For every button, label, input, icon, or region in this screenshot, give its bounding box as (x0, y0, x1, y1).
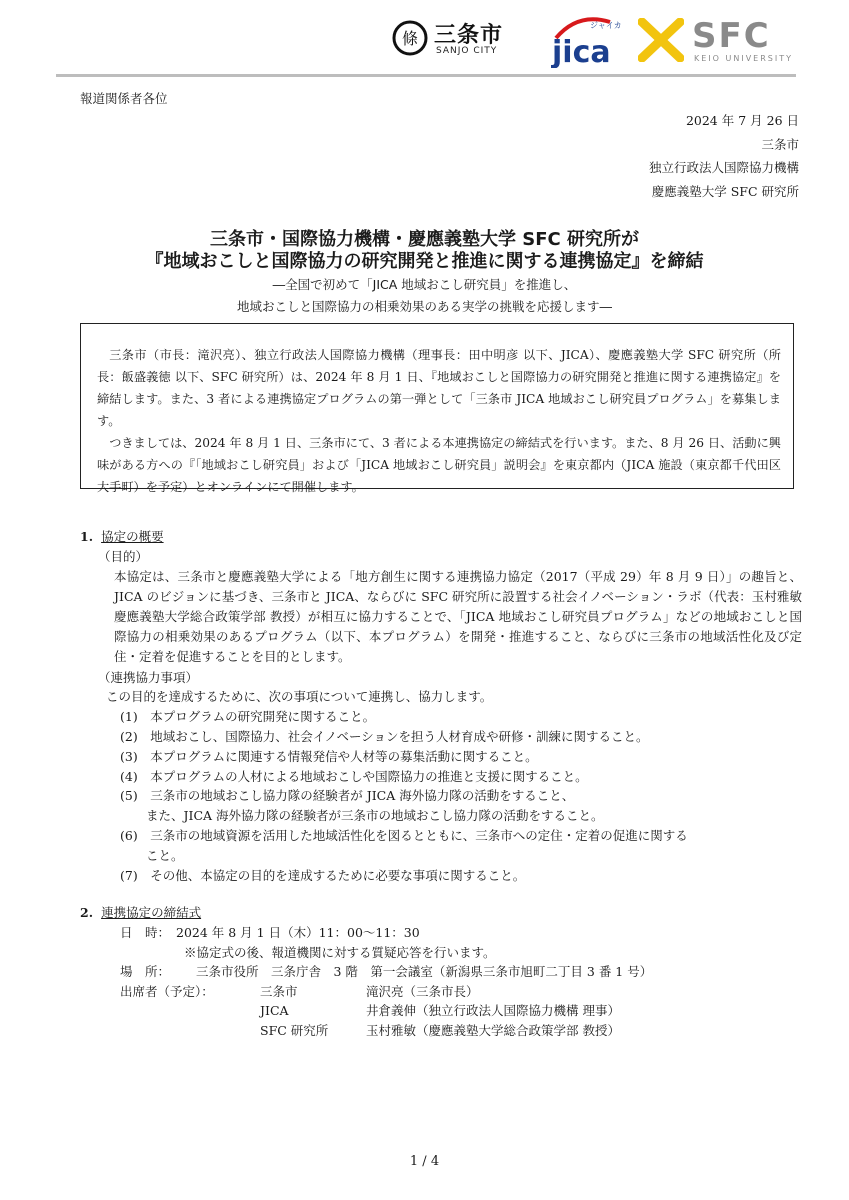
sanjo-city-logo (390, 16, 530, 64)
sfc-logo (638, 16, 808, 68)
sanjo-emblem-text: 條 (401, 29, 419, 48)
attendees-label: 出席者（予定）： (120, 983, 214, 999)
attendee-org: JICA (260, 1003, 289, 1018)
coop-item-text: 三条市の地域おこし協力隊の経験者が JICA 海外協力隊の活動をすること、 (150, 788, 575, 804)
org-sanjo: 三条市 (761, 136, 799, 152)
title-line-2: 『地域おこしと国際協力の研究開発と推進に関する連携協定』を締結 (145, 251, 704, 272)
sender-block (649, 109, 799, 203)
section-1-heading (80, 527, 800, 547)
purpose-text: 本協定は、三条市と慶應義塾大学による「地方創生に関する連携協力協定（2017（平成 29）年 8 月 9 日）」の趣旨と、JICA のビジョンに基づき、三条市と JICA、ならびに SFC 研究所に設置する社会イノベーション・ラボ（代表：玉村雅敏 慶應義塾大学総合政策学部 教授）が相互に協力することで、「JICA 地域おこし研究員プログラム」などの地域おこしと国際協力の相乗効果のあるプログラム（以下、本プログラム）を開発・推進すること、ならびに三条市の地域活性化及び定住・定着を促進することを目的とします。 (114, 568, 802, 665)
coop-item-no: (3) (120, 748, 138, 764)
section-2-number: 2. (80, 905, 94, 920)
subtitle-line-1: ―全国で初めて「JICA 地域おこし研究員」を推進し、 (272, 277, 577, 292)
date-value: 2024 年 8 月 1 日（木）11：00～11：30 (176, 925, 420, 940)
coop-label: （連携協力事項） (98, 669, 199, 685)
summary-paragraph-2: つきましては、2024 年 8 月 1 日、三条市にて、3 者による本連携協定の締結式を行います。また、8 月 26 日、活動に興味がある方への『「地域おこし研究員」および「JICA 地域おこし研究員」説明会』を東京都内（JICA 施設（東京都千代田区大手町）を予定）とオンラインにて開催します。 (97, 436, 781, 494)
jica-name: jica (552, 35, 611, 68)
section-2-title: 連携協定の締結式 (101, 905, 202, 920)
coop-item-5-cont: また、JICA 海外協力隊の経験者が三条市の地域おこし協力隊の活動をすること。 (146, 808, 604, 824)
coop-item-4 (80, 767, 800, 787)
section-2-heading (80, 903, 201, 921)
sfc-logo-sub: KEIO UNIVERSITY (694, 54, 793, 63)
header-divider (56, 74, 796, 77)
coop-item-no: (2) (120, 729, 138, 744)
title-line-1: 三条市・国際協力機構・慶應義塾大学 SFC 研究所が (209, 229, 639, 250)
sfc-x-icon (638, 18, 684, 62)
place-value: 三条市役所 三条庁舎 3 階 第一会議室（新潟県三条市旭町二丁目 3 番 1 号） (196, 964, 653, 979)
sfc-logo-name: SFC (692, 16, 771, 56)
summary-paragraph-1: 三条市（市長：滝沢亮）、独立行政法人国際協力機構（理事長：田中明彦 以下、JICA）、慶應義塾大学 SFC 研究所（所長：飯盛義徳 以下、SFC 研究所）は、2024 年 8 月 1 日、『地域おこしと国際協力の研究開発と推進に関する連携協定』を締結します。また、3 者による連携協定プログラムの第一弾として「三条市 JICA 地域おこし研究員プログラム」を募集します。 (97, 348, 781, 428)
sanjo-logo-sub: SANJO CITY (436, 46, 498, 56)
coop-item-no: (5) (120, 788, 138, 804)
org-jica: 独立行政法人国際協力機構 (648, 160, 799, 175)
coop-item-5 (80, 786, 800, 806)
jica-logo (548, 12, 628, 68)
subtitle-line-2: 地域おこしと国際協力の相乗効果のある実学の挑戦を応援します― (236, 299, 612, 314)
logo-bar (390, 12, 810, 68)
coop-item-text: 地域おこし、国際協力、社会イノベーションを担う人材育成や研修・訓練に関すること。 (150, 729, 649, 744)
coop-item-6 (80, 826, 800, 846)
coop-item-3 (80, 747, 800, 767)
page-number: 1 / 4 (409, 1154, 440, 1169)
attendee-person: 滝沢亮（三条市長） (366, 983, 479, 999)
summary-box (80, 323, 794, 494)
coop-item-1 (80, 707, 800, 727)
section-1-title: 協定の概要 (101, 529, 164, 544)
section-1 (80, 527, 800, 885)
coop-item-text: その他、本協定の目的を達成するために必要な事項に関すること。 (150, 867, 526, 883)
jica-kana: ジャイカ (590, 21, 622, 30)
sanjo-logo-name: 三条市 (434, 23, 504, 48)
addressee: 報道関係者各位 (80, 91, 168, 106)
coop-item-no: (6) (120, 827, 138, 843)
coop-item-7 (80, 866, 800, 886)
date-label: 日 時： (120, 925, 171, 940)
attendee-org: 三条市 (260, 983, 298, 999)
coop-item-text: 三条市の地域資源を活用した地域活性化を図るとともに、三条市への定住・定着の促進に関する (150, 827, 688, 843)
coop-item-no: (7) (120, 867, 138, 883)
coop-item-no: (4) (120, 768, 138, 784)
coop-intro: この目的を達成するために、次の事項について連携し、協力します。 (106, 689, 493, 705)
purpose-label: （目的） (98, 548, 149, 564)
coop-item-text: 本プログラムの研究開発に関すること。 (150, 709, 376, 725)
coop-item-6-cont: こと。 (146, 847, 184, 863)
release-date: 2024 年 7 月 26 日 (685, 113, 799, 128)
coop-item-text: 本プログラムに関連する情報発信や人材等の募集活動に関すること。 (150, 748, 538, 764)
org-sfc: 慶應義塾大学 SFC 研究所 (651, 183, 799, 199)
coop-item-text: 本プログラムの人材による地域おこしや国際協力の推進と支援に関すること。 (150, 768, 588, 784)
sanjo-emblem-icon (392, 20, 428, 56)
section-1-number: 1. (80, 529, 94, 544)
attendee-person: 井倉義伸（独立行政法人国際協力機構 理事） (366, 1003, 620, 1018)
place-label: 場 所： (120, 964, 171, 979)
attendee-org: SFC 研究所 (260, 1022, 329, 1038)
coop-item-2 (80, 727, 800, 747)
attendee-person: 玉村雅敏（慶應義塾大学総合政策学部 教授） (366, 1022, 620, 1038)
date-note: ※協定式の後、報道機関に対する質疑応答を行います。 (184, 944, 496, 960)
coop-item-no: (1) (120, 709, 138, 725)
